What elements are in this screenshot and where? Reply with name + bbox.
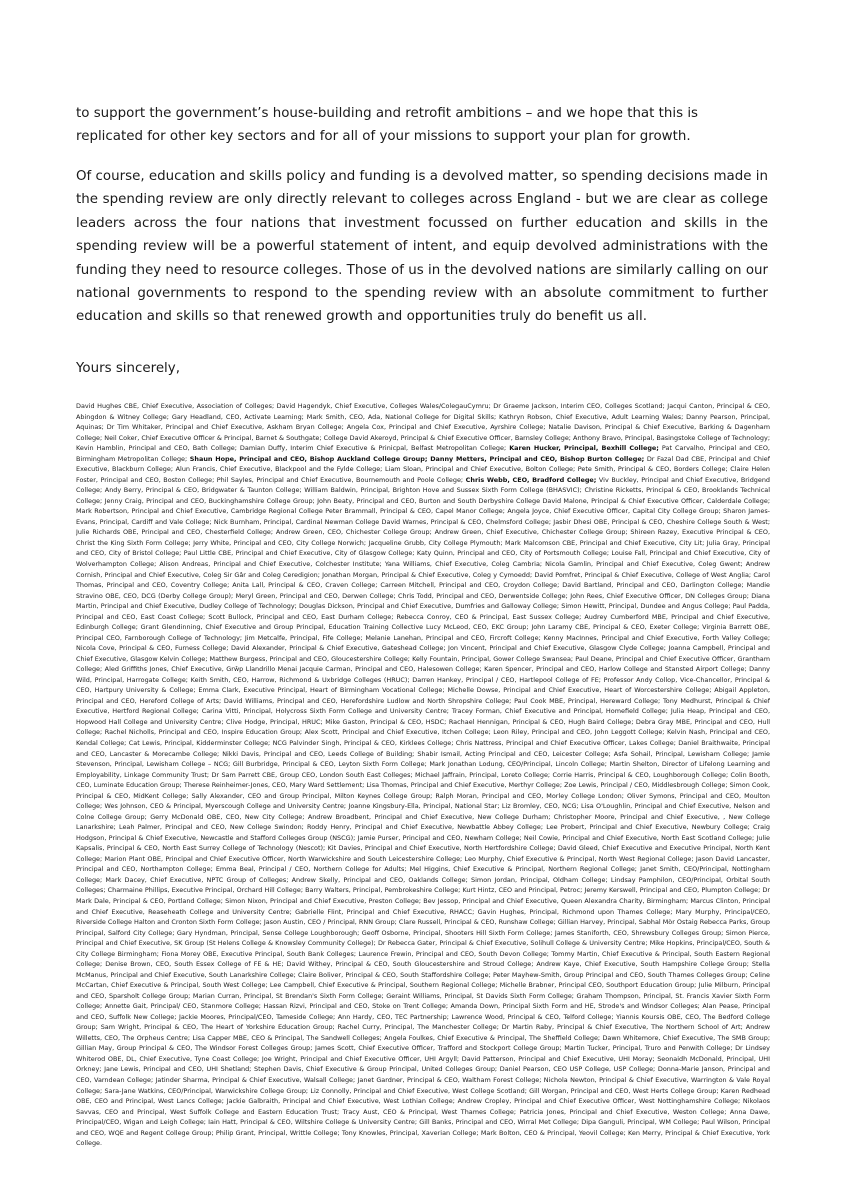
signatory-bold: Shaun Hope, Principal and CEO, Bishop Auckland College Group; Danny Metters, Principal and CEO, Bishop Burton College; xyxy=(189,454,645,463)
signatories-text: Viv Buckley, Principal and Chief Executive, Bridgend College; Andy Berry, Principal & CEO, Bridgwater & Taunton College; William Baldwin, Principal, Brighton Hove and Sussex Sixth Form College (BHASVIC); Christine Ricketts, Principal & CEO, Brooklands Technical College; Jenny Craig, Principal and CEO, Buckinghamshire College Group; John Beaty, Principal and CEO, Burton and South Derbyshire College David Malone, Principal & Chief Executive Officer, Calderdale College; Mark Robertson, Principal and Chief Executive, Cambridge Regional College Peter Brammall, Principal & CEO, Capel Manor College; Angela Joyce, Chief Executive Officer, Capital City College Group; Sharon James-Evans, Principal, Cardiff and Vale College; Nick Burnham, Principal, Cardinal Newman College David Warnes, Principal & CEO, Chelmsford College; Jasbir Dhesi OBE, Principal & CEO, Cheshire College South & West; Julie Richards OBE, Principal and CEO, Chesterfield College; Andrew Green, CEO, Chichester College Group; Andrew Green, Chief Executive, Chichester College Group; Shireen Razey, Executive Principal & CEO, Christ the King Sixth Form College; Jerry White, Principal and CEO, City College Norwich; Jacqueline Grubb, City College Plymouth; Mark Malcomson CBE, Principal and Chief Executive, City Lit; Julia Gray, Principal and CEO, City of Bristol College; Paul Little CBE, Principal and Chief Executive, City of Glasgow College; Katy Quinn, Principal and CEO, City of Portsmouth College; Louise Fall, Principal and Chief Executive, City of Wolverhampton College; Alison Andreas, Principal and Chief Executive, Colchester Institute; Yana Williams, Chief Executive, Coleg Cambria; Nicola Gamlin, Principal and Chief Executive, Coleg Gwent; Andrew Cornish, Principal and Chief Executive, Coleg Sir Gâr and Coleg Ceredigion; Jonathan Morgan, Principal & Chief Executive, Coleg y Cymoedd; David Pomfret, Principal & Chief Executive, College of West Anglia; Carol Thomas, Principal and CEO, Coventry College; Anita Lall, Principal & CEO, Craven College; Carreen Mitchell, Principal and CEO, Croydon College; David Bartland, Principal and CEO, Darlington College; Mandie Stravino OBE, CEO, DCG (Derby College Group); Meryl Green, Principal and CEO, Derwen College; Chris Todd, Principal and CEO, Derwentside College; John Rees, Chief Executive Officer, DN Colleges Group; Diana Martin, Principal and Chief Executive, Dudley College of Technology; Douglas Dickson, Principal and Chief Executive, Dumfries and Galloway College; Simon Hewitt, Principal, Dundee and Angus College; Paul Padda, Principal and CEO, East Coast College; Scott Bullock, Principal and CEO, East Durham College; Rebecca Conroy, CEO & Principal, East Sussex College; Audrey Cumberford MBE, Principal and Chief Executive, Edinburgh College; Grant Glendinning, Chief Executive and Group Principal, Education Training Collective Lucy McLeod, CEO, EKC Group; John Laramy CBE, Principal & CEO, Exeter College; Virginia Barrett OBE, Principal CEO, Farnborough College of Technology; Jim Metcalfe, Principal, Fife College; Melanie Lanehan, Principal and CEO, Fircroft College; Kenny MacInnes, Principal and Chief Executive, Forth Valley College; Nicola Cove, Principal & CEO, Furness College; David Alexander, Principal & Chief Executive, Gateshead College; Jon Vincent, Principal and Chief Executive, Glasgow Clyde College; Joanna Campbell, Principal and Chief Executive, Glasgow Kelvin College; Matthew Burgess, Principal and CEO, Gloucestershire College; Kelly Fountain, Principal, Gower College Swansea; Paul Deane, Principal and Chief Executive Officer, Grantham College; Aled Griffiths Jones, Chief Executive, Grŵp Llandrillo Menai Jacquie Carman, Principal and CEO, Halesowen College; Karen Spencer, Principal and CEO, Harlow College and Stansted Airport College; Danny Wild, Principal, Harrogate College; Keith Smith, CEO, Harrow, Richmond & Uxbridge Colleges (HRUC); Darren Hankey, Principal / CEO, Hartlepool College of FE; Professor Andy Collop, Vice-Chancellor, Principal & CEO, Hartpury University & College; Emma Clark, Executive Principal, Heart of Birmingham Vocational College; Michelle Dowse, Principal and Chief Executive, Heart of Worcestershire College; Abigail Appleton, Principal and CEO, Hereford College of Arts; David Williams, Principal and CEO, Herefordshire Ludlow and North Shropshire College; Paul Cook MBE, Principal, Hereward College; Tony Medhurst, Principal & Chief Executive, Hertford Regional College; Carina Vitti, Principal, Holycross Sixth Form College and University Centre; Tracey Forman, Chief Executive and Principal, Homefield College; Julia Heap, Principal and CEO, Hopwood Hall College and University Centre; Clive Hodge, Principal, HRUC; Mike Gaston, Principal & CEO, HSDC; Rachael Hennigan, Principal & CEO, Hugh Baird College; Debra Gray MBE, Principal and CEO, Hull College; Rachel Nicholls, Principal and CEO, Inspire Education Group; Alex Scott, Principal and Chief Executive, Itchen College; Leon Riley, Principal and CEO, John Leggott College; Kelvin Nash, Principal and CEO, Kendal College; Cat Lewis, Principal, Kidderminster College; NCG Palvinder Singh, Principal & CEO, Kirklees College; Chris Nattress, Principal and Chief Executive Officer, Lakes College; Daniel Braithwaite, Principal and CEO, Lancaster & Morecambe College; Nikki Davis, Principal and CEO, Leeds College of Building; Shabir Ismail, Acting Principal and CEO, Leicester College; Asfa Sohail, Principal, Lewisham College; Jamie Stevenson, Principal, Lewisham College – NCG; Gill Burbridge, Principal & CEO, Leyton Sixth Form College; Mark Jonathan Lodung, CEO/Principal, Lincoln College; Martin Shelton, Director of Lifelong Learning and Employability, Linkage Community Trust; Dr Sam Parrett CBE, Group CEO, London South East Colleges; Michael Jaffrain, Principal, Loreto College; Corrie Harris, Principal & CEO, Loughborough College; Colin Booth, CEO, Luminate Education Group; Therese Reinheimer-Jones, CEO, Mary Ward Settlement; Lisa Thomas, Principal and Chief Executive, Merthyr College; Zoe Lewis, Principal / CEO, Middlesbrough College; Simon Cook, Principal & CEO, MidKent College; Sally Alexander, CEO and Group Principal, Milton Keynes College Group; Ralph Moran, Principal and CEO, Morley College London; Oliver Symons, Principal and CEO, Moulton College; Wes Johnson, CEO & Principal, Myerscough College and University Centre; Joanne Kingsbury-Ella, Principal, National Star; Liz Bromley, CEO, NCG; Lisa O'Loughlin, Principal and Chief Executive, Nelson and Colne College Group; Gerry McDonald OBE, CEO, New City College; Andrew Broadbent, Principal and Chief Executive, New College Durham; Christopher Moore, Principal and Chief Executive, , New College Lanarkshire; Leah Palmer, Principal and CEO, New College Swindon; Roddy Henry, Principal and Chief Executive, Newbattle Abbey College; Lee Probert, Principal and Chief Executive, Newbury College; Craig Hodgson, Principal & Chief Executive, Newcastle and Stafford Colleges Group (NSCG); Jamie Purser, Principal and CEO, Newham College; Neil Cowie, Principal and Chief Executive, North East Scotland College; Julie Kapsalis, Principal & CEO, North East Surrey College of Technology (Nescot); Kit Davies, Principal and Chief Executive, North Hertfordshire College; David Gleed, Chief Executive and Executive Principal, North Kent College; Marion Plant OBE, Principal and Chief Executive Officer, North Warwickshire and South Leicestershire College; Leo Murphy, Chief Executive & Principal, North West Regional College; Jason David Lancaster, Principal and CEO, Northampton College; Emma Beal, Principal / CEO, Northern College for Adults; Mel Higgins, Chief Executive & Principal, Northern Regional College; Janet Smith, CEO/Principal, Nottingham College; Mark Dacey, Chief Executive, NPTC Group of Colleges; Andrew Skelly, Principal and CEO, Oaklands College; Simon Jordan, Principal, Oldham College; Lindsay Pamphilon, CEO/Principal, Orbital South Colleges; Charmaine Phillips, Executive Principal, Orchard Hill College; Barry Walters, Principal, Pembrokeshire College; Kurt Hintz, CEO and Principal, Petroc; Jeremy Kerswell, Principal and CEO, Plumpton College; Dr Mark Dale, Principal & CEO, Portland College; Simon Nixon, Principal and Chief Executive, Preston College; Bev Jessop, Principal and Chief Executive, Queen Alexandra Charity, Birmingham; Marcus Clinton, Principal and Chief Executive, Reaseheath College and University Centre; Gabrielle Flint, Principal and Chief Executive, RHACC; Gavin Hughes, Principal, Richmond upon Thames College; Mary Murphy, Principal/CEO, Riverside College Halton and Cronton Sixth Form College; Jason Austin, CEO / Principal, RNN Group; Clare Russell, Principal & CEO, Runshaw College; Gillian Harvey, Principal, Sabhal Mòr Ostaig Rebecca Parks, Group Principal, Salford City College; Gary Hyndman, Principal, Sense College Loughborough; Geoff Osborne, Principal, Shooters Hill Sixth Form College; James Staniforth, CEO, Shrewsbury Colleges Group; Simon Pierce, Principal and Chief Executive, SK Group (St Helens College & Knowsley Community College); Dr Rebecca Gater, Principal & Chief Executive, Solihull College & University Centre; Mike Hopkins, Principal/CEO, South & City College Birmingham; Fiona Morey OBE, Executive Principal, South Bank Colleges; Laurence Frewin, Principal and CEO, South Devon College; Tommy Martin, Chief Executive & Principal, South Eastern Regional College; Denise Brown, CEO, South Essex College of FE & HE; David Withey, Principal & CEO, South Gloucestershire and Stroud College; Andrew Kaye, Chief Executive, South Hampshire College Group; Stella McManus, Principal and Chief Executive, South Lanarkshire College; Claire Boliver, Principal & CEO, South Staffordshire College; Peter Mayhew-Smith, Group Principal and CEO, South Thames Colleges Group; Celine McCartan, Chief Executive & Principal, South West College; Lee Campbell, Chief Executive & Principal, Southern Regional College; Michelle Brabner, Principal CEO, Southport Education Group; Julie Milburn, Principal and CEO, Sparsholt College Group; Marian Curran, Principal, St Brendan's Sixth Form College; Geraint Williams, Principal, St Davids Sixth Form College; Graham Thompson, Principal, St. Francis Xavier Sixth Form College; Annette Gait, Principal/ CEO, Stanmore College; Hassan Rizvi, Principal and CEO, Stoke on Trent College; Amanda Down, Principal Sixth Form and HE, Strode's and Windsor Colleges; Alan Pease, Principal and CEO, Suffolk New College; Jackie Moores, Principal/CEO, Tameside College; Ann Hardy, CEO, TEC Partnership; Lawrence Wood, Principal & CEO, Telford College; Yiannis Koursis OBE, CEO, The Bedford College Group; Sam Wright, Principal & CEO, The Heart of Yorkshire Education Group; Rachel Curry, Principal, The Manchester College; Dr Martin Raby, Principal & Chief Executive, The Northern School of Art; Andrew Willetts, CEO, The Orpheus Centre; Lisa Capper MBE, CEO & Principal, The Sandwell Colleges; Angela Foulkes, Chief Executive & Principal, The Sheffield College; Dawn Whitemore, Chief Executive, The SMB Group; Gillian May, Group Principal & CEO, The Windsor Forest Colleges Group; James Scott, Chief Executive Officer, Trafford and Stockport College Group; Martin Tucker, Principal, Truro and Penwith College; Dr Lindsey Whiterod OBE, DL, Chief Executive, Tyne Coast College; Joe Wright, Principal and Chief Executive Officer, UHI Argyll; David Patterson, Principal and Chief Executive, UHI Moray; Seonaidh McDonald, Principal, UHI Orkney; Jane Lewis, Principal and CEO, UHI Shetland; Stephen Davis, Chief Executive & Group Principal, United Colleges Group; Daniel Pearson, CEO USP College, USP College; Donna-Marie Janson, Principal and CEO, Varndean College; Jatinder Sharma, Principal & Chief Executive, Walsall College; Janet Gardner, Principal & CEO, Waltham Forest College; Nichola Newton, Principal & Chief Executive, Warrington & Vale Royal College; Sara-Jane Watkins, CEO/Principal, Warwickshire College Group; Liz Connolly, Principal and Chief Executive, West College Scotland; Gill Worgan, Principal and CEO, West Herts College Group; Karen Redhead OBE, CEO and Principal, West Lancs College; Jackie Galbraith, Principal and Chief Executive, West Lothian College; Andrew Cropley, Principal and Chief Executive Officer, West Nottinghamshire College; Nikolaos Savvas, CEO and Principal, West Suffolk College and Eastern Education Trust; Tracy Aust, CEO & Principal, West Thames College; Patricia Jones, Principal and Chief Executive, Weston College; Anna Dawe, Principal/CEO, Wigan and Leigh College; Iain Hatt, Principal & CEO, Wiltshire College & University Centre; Gill Banks, Principal and CEO, Wirral Met College; Dipa Ganguli, Principal, WM College; Paul Wilson, Principal and CEO, WQE and Regent College Group; Philip Grant, Principal, Writtle College; Tony Knowles, Principal, Xaverian College; Mark Bolton, CEO & Principal, Yeovil College; Ken Merry, Principal & Chief Executive, York College. xyxy=(76,475,770,1148)
signatories-text: Dr Fazal Dad CBE, Principal and Chief Executive, Blackburn College; Alun Francis, Chief Executive, Blackpool and the Fylde College; Liam Sloan, Principal and Chief Executive, Bolton College; Pete Smith, Principal & CEO, Borders College; Claire Helen Foster, Principal and CEO, Boston College; Phil Sayles, Principal and Chief Executive, Bournemouth and Poole College; xyxy=(76,454,770,484)
signatories-text: Pat Carvalho, Principal and CEO, Birmingham Metropolitan College; xyxy=(76,444,770,463)
letter-paragraph-2: Of course, education and skills policy and funding is a devolved matter, so spending decisions made in the spending review are only directly relevant to colleges across England - but we are clear as college leaders across the four nations that investment focussed on further education and skills in the spending review will be a powerful statement of intent, and equip devolved administrations with the funding they need to resource colleges. Those of us in the devolved nations are similarly calling on our national governments to respond to the spending review with an absolute commitment to further education and skills so that renewed growth and opportunities truly do benefit us all. xyxy=(76,169,768,325)
signatories-list xyxy=(76,401,770,1183)
letter-closing: Yours sincerely, xyxy=(76,361,180,376)
signatory-bold: Chris Webb, CEO, Bradford College; xyxy=(465,475,597,484)
letter-paragraph-1: to support the government’s house-building and retrofit ambitions – and we hope that this is replicated for other key sectors and for all of your missions to support your plan for growth. xyxy=(76,106,699,145)
signatories-text: David Hughes CBE, Chief Executive, Association of Colleges; David Hagendyk, Chief Executive, Colleges Wales/ColegauCymru; Dr Graeme Jackson, Interim CEO, Colleges Scotland; Jacqui Canton, Principal & CEO, Abingdon & Witney College; Gary Headland, CEO, Activate Learning; Mark Smith, CEO, Ada, National College for Digital Skills; Kathryn Robson, Chief Executive, Adult Learning Wales; Danny Pearson, Principal, Aquinas; Dr Tim Whitaker, Principal and Chief Executive, Askham Bryan College; Angela Cox, Principal and Chief Executive, Ayrshire College; Natalie Davison, Principal & Chief Executive, Barking & Dagenham College; Neil Coker, Chief Executive Officer & Principal, Barnet & Southgate; College David Akeroyd, Principal & Chief Executive Officer, Barnsley College; Anthony Bravo, Principal, Basingstoke College of Technology; Kevin Hamblin, Principal and CEO, Bath College; Damian Duffy, Interim Chief Executive & Prinicpal, Belfast Metropolitan College; xyxy=(76,402,770,453)
signatory-bold: Karen Hucker, Principal, Bexhill College; xyxy=(509,444,659,453)
